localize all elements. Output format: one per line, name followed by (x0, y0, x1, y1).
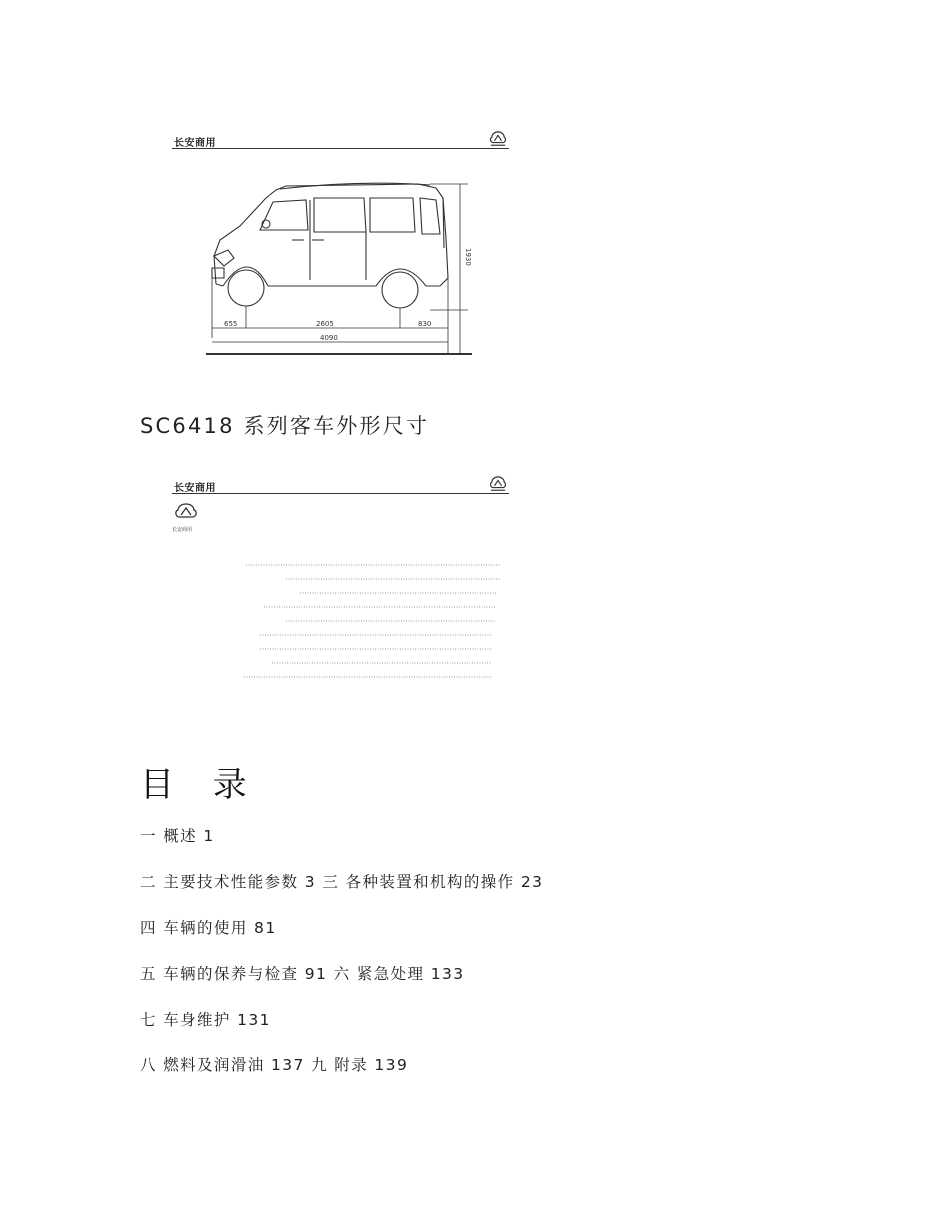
figure-header-brand: 长安商用 (174, 138, 216, 149)
figure-header-brand: 长安商用 (174, 483, 216, 494)
dotted-leader-lines (168, 473, 513, 688)
toc-title: 目 录 (140, 765, 261, 805)
toc-preview-figure (168, 473, 513, 688)
toc-line: 五 车辆的保养与检查 91 六 紧急处理 133 (140, 965, 465, 983)
toc-line: 八 燃料及润滑油 137 九 附录 139 (140, 1056, 409, 1074)
toc-line: 七 车身维护 131 (140, 1011, 271, 1029)
toc-line: 一 概述 1 (140, 827, 215, 845)
toc-line: 四 车辆的使用 81 (140, 919, 277, 937)
vehicle-dimension-figure (168, 128, 513, 360)
figure-caption: SC6418 系列客车外形尺寸 (140, 414, 430, 438)
logo-small-label: 长安商用 (172, 527, 193, 533)
front-overhang-label: 655 (224, 320, 238, 328)
toc-line: 二 主要技术性能参数 3 三 各种装置和机构的操作 23 (140, 873, 544, 891)
overall-length-label: 4090 (320, 334, 338, 342)
van-side-view-drawing (168, 128, 513, 360)
rear-overhang-label: 830 (418, 320, 432, 328)
wheelbase-label: 2605 (316, 320, 334, 328)
height-label: 1930 (464, 248, 472, 266)
